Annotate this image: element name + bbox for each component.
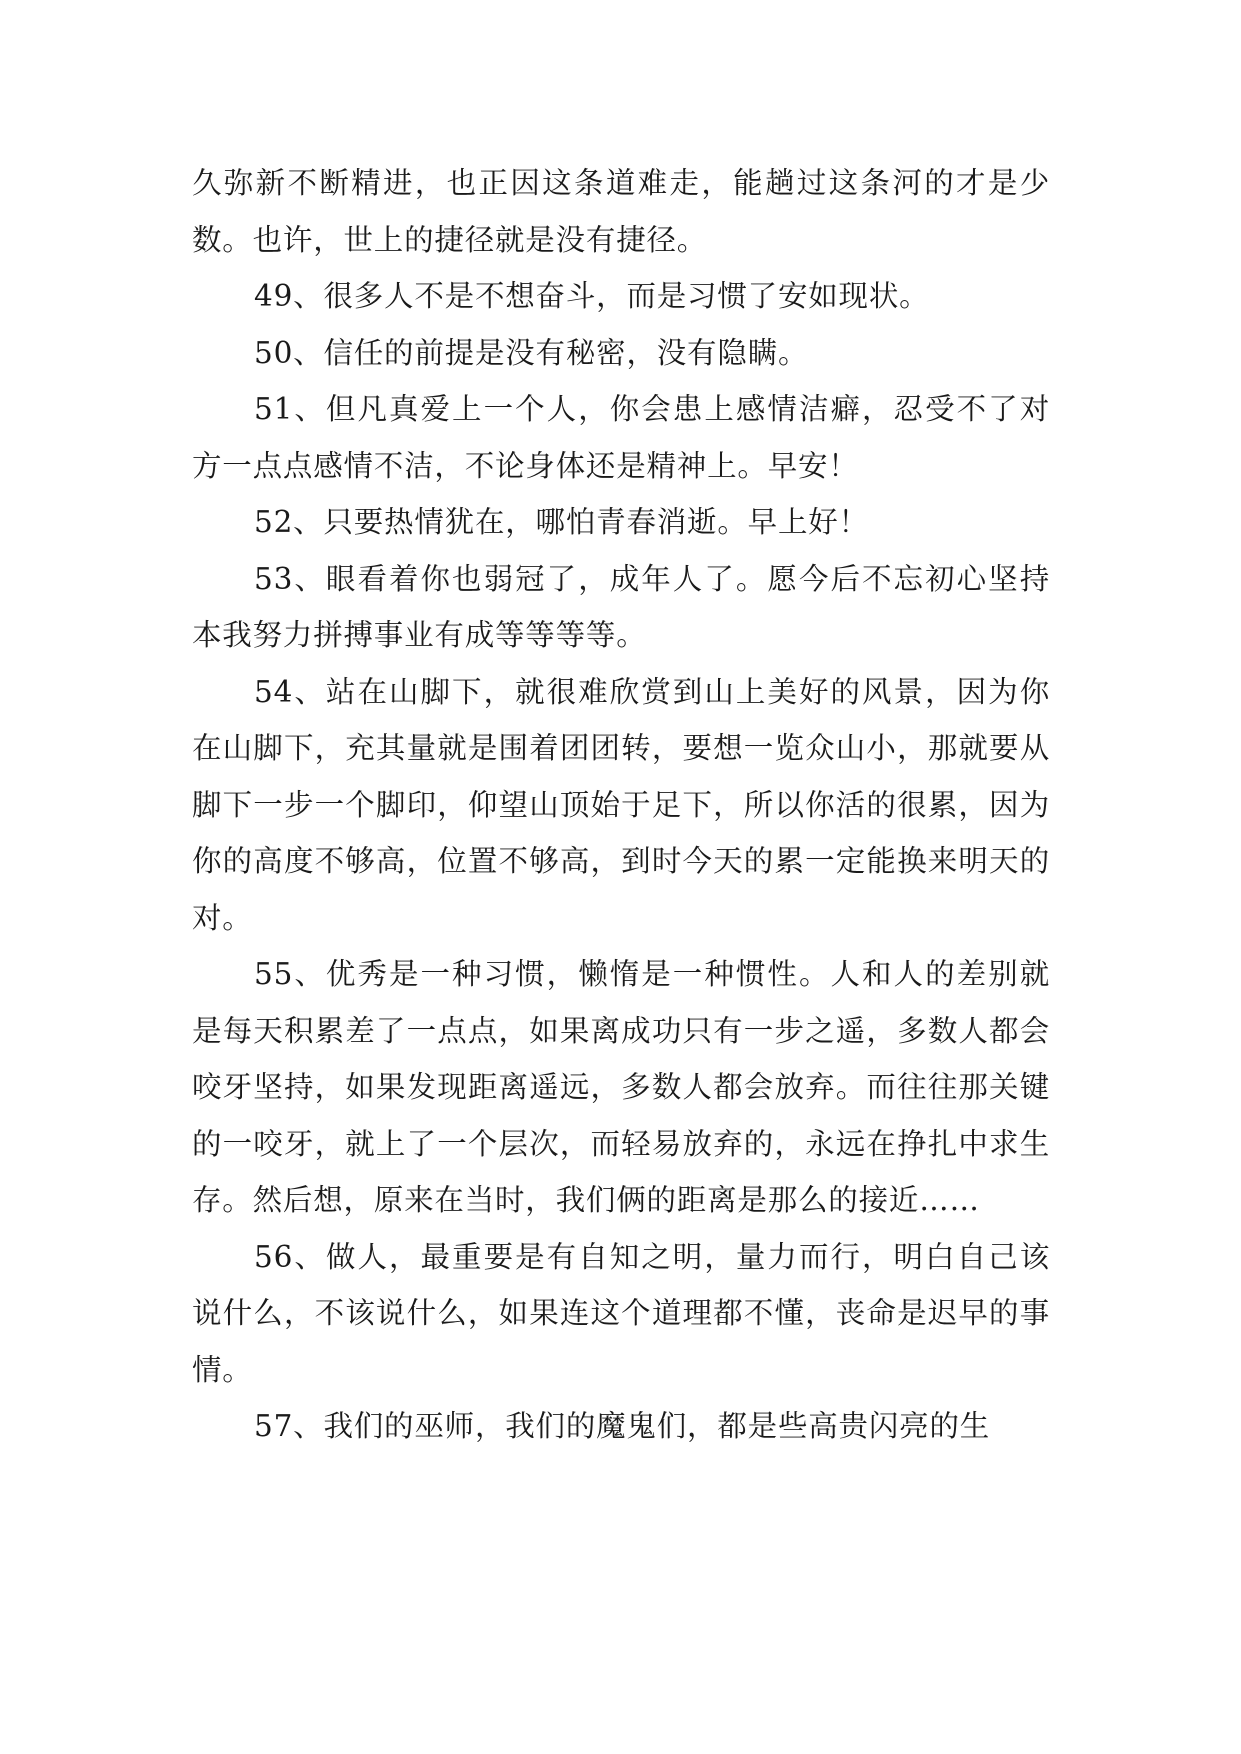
paragraph-51: 51、但凡真爱上一个人，你会患上感情洁癖，忍受不了对方一点点感情不洁，不论身体还是精神上。早安！ [192, 392, 1050, 483]
paragraph-55: 55、优秀是一种习惯，懒惰是一种惯性。人和人的差别就是每天积累差了一点点，如果离成功只有一步之遥，多数人都会咬牙坚持，如果发现距离遥远，多数人都会放弃。而往往那关键的一咬牙，就上了一个层次，而轻易放弃的，永远在挣扎中求生存。然后想，原来在当时，我们俩的距离是那么的接近…… [192, 957, 1050, 1217]
paragraph-50: 50、信任的前提是没有秘密，没有隐瞒。 [254, 335, 809, 370]
paragraph-52: 52、只要热情犹在，哪怕青春消逝。早上好！ [254, 505, 869, 539]
document-body [192, 155, 1050, 1455]
paragraph-57: 57、我们的巫师，我们的魔鬼们，都是些高贵闪亮的生 [254, 1409, 991, 1443]
paragraph-56: 56、做人，最重要是有自知之明，量力而行，明白自己该说什么，不该说什么，如果连这个道理都不懂，丧命是迟早的事情。 [192, 1239, 1050, 1387]
paragraph-continuation: 久弥新不断精进，也正因这条道难走，能趟过这条河的才是少数。也许，世上的捷径就是没有捷径。 [192, 166, 1050, 257]
paragraph-54: 54、站在山脚下，就很难欣赏到山上美好的风景，因为你在山脚下，充其量就是围着团团转，要想一览众山小，那就要从脚下一步一个脚印，仰望山顶始于足下，所以你活的很累，因为你的高度不够高，位置不够高，到时今天的累一定能换来明天的对。 [192, 674, 1050, 935]
paragraph-49: 49、很多人不是不想奋斗，而是习惯了安如现状。 [254, 279, 930, 313]
paragraph-53: 53、眼看着你也弱冠了，成年人了。愿今后不忘初心坚持本我努力拼搏事业有成等等等等。 [192, 561, 1050, 652]
